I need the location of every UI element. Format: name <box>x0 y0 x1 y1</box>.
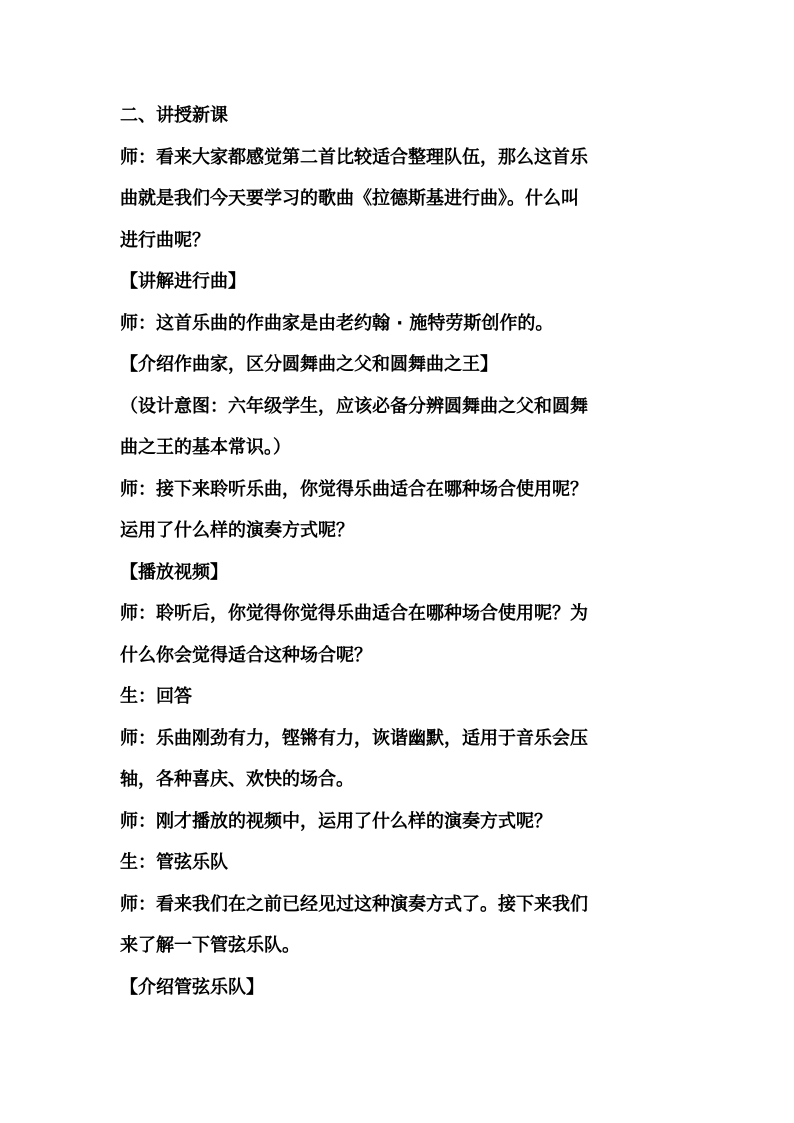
text-line: 【介绍作曲家，区分圆舞曲之父和圆舞曲之王】 <box>120 354 498 375</box>
text-line: 师：接下来聆听乐曲，你觉得乐曲适合在哪种场合使用呢？ <box>120 478 588 500</box>
document-body <box>120 95 680 1008</box>
text-line: 轴，各种喜庆、欢快的场合。 <box>120 769 354 790</box>
text-line: 师：看来大家都感觉第二首比较适合整理队伍，那么这首乐 <box>120 146 588 168</box>
text-line: 【播放视频】 <box>120 561 228 583</box>
text-line: 进行曲呢？ <box>120 229 210 251</box>
text-line: 运用了什么样的演奏方式呢？ <box>120 520 354 541</box>
text-line: 师：聆听后，你觉得你觉得乐曲适合在哪种场合使用呢？为 <box>120 603 588 624</box>
text-line: 【讲解进行曲】 <box>120 271 246 292</box>
text-line: 生：管弦乐队 <box>120 852 228 873</box>
text-line: 曲之王的基本常识。） <box>120 437 291 458</box>
text-line: 来了解一下管弦乐队。 <box>120 935 300 956</box>
text-line: 什么你会觉得适合这种场合呢？ <box>120 644 372 666</box>
text-line: 师：刚才播放的视频中，运用了什么样的演奏方式呢？ <box>120 810 552 832</box>
section-heading: 二、讲授新课 <box>120 105 228 126</box>
text-line: 曲就是我们今天要学习的歌曲《拉德斯基进行曲》。什么叫 <box>120 188 579 209</box>
text-line: （设计意图：六年级学生，应该必备分辨圆舞曲之父和圆舞 <box>120 395 588 417</box>
text-line: 师：这首乐曲的作曲家是由老约翰 · 施特劳斯创作的。 <box>120 312 554 334</box>
text-line: 师：看来我们在之前已经见过这种演奏方式了。接下来我们 <box>120 893 588 915</box>
text-line: 【介绍管弦乐队】 <box>120 976 264 998</box>
text-line: 师：乐曲刚劲有力，铿锵有力，诙谐幽默，适用于音乐会压 <box>120 727 588 749</box>
text-line: 生：回答 <box>120 686 192 707</box>
